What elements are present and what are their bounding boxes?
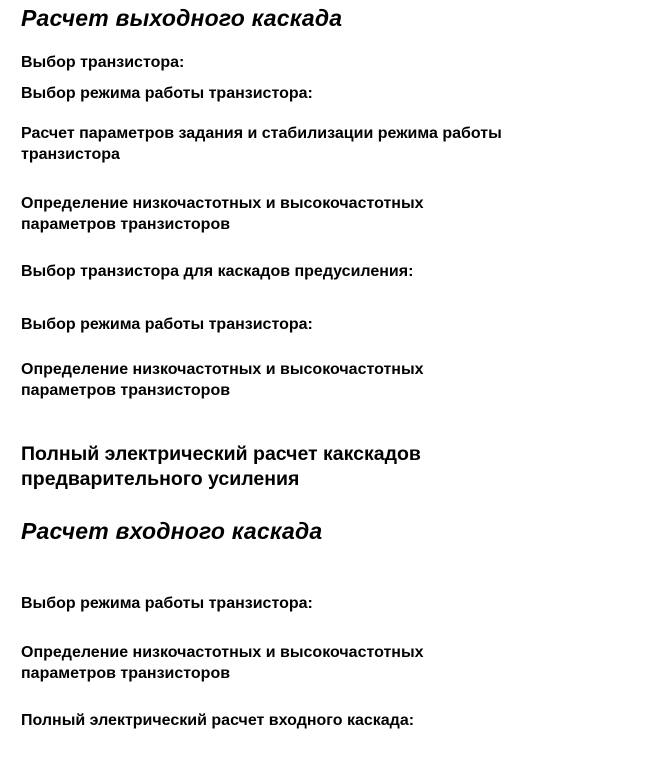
output-freq-params-line-1: Определение низкочастотных и высокочастотных xyxy=(21,195,424,212)
input-mode-choice: Выбор режима работы транзистора: xyxy=(21,595,313,612)
preamp-transistor-choice: Выбор транзистора для каскадов предусиления: xyxy=(21,263,414,280)
preamp-mode-choice: Выбор режима работы транзистора: xyxy=(21,316,313,333)
bias-calc-line-1: Расчет параметров задания и стабилизации режима работы xyxy=(21,125,502,142)
input-full-calc: Полный электрический расчет входного каскада: xyxy=(21,712,415,729)
preamp-freq-params-line-2: параметров транзисторов xyxy=(21,382,231,399)
bias-calc-line-2: транзистора xyxy=(21,146,120,163)
input-stage-heading: Расчет входного каскада xyxy=(21,518,323,544)
output-stage-heading: Расчет выходного каскада xyxy=(21,5,343,31)
preamp-freq-params-line-1: Определение низкочастотных и высокочастотных xyxy=(21,361,424,378)
input-freq-params-line-2: параметров транзисторов xyxy=(21,665,231,682)
preamp-full-calc-line-2: предварительного усиления xyxy=(21,468,300,490)
preamp-full-calc-line-1: Полный электрический расчет какскадов xyxy=(21,443,421,465)
output-mode-choice: Выбор режима работы транзистора: xyxy=(21,85,313,102)
output-transistor-choice: Выбор транзистора: xyxy=(21,54,185,71)
input-freq-params-line-1: Определение низкочастотных и высокочастотных xyxy=(21,644,424,661)
output-freq-params-line-2: параметров транзисторов xyxy=(21,216,231,233)
